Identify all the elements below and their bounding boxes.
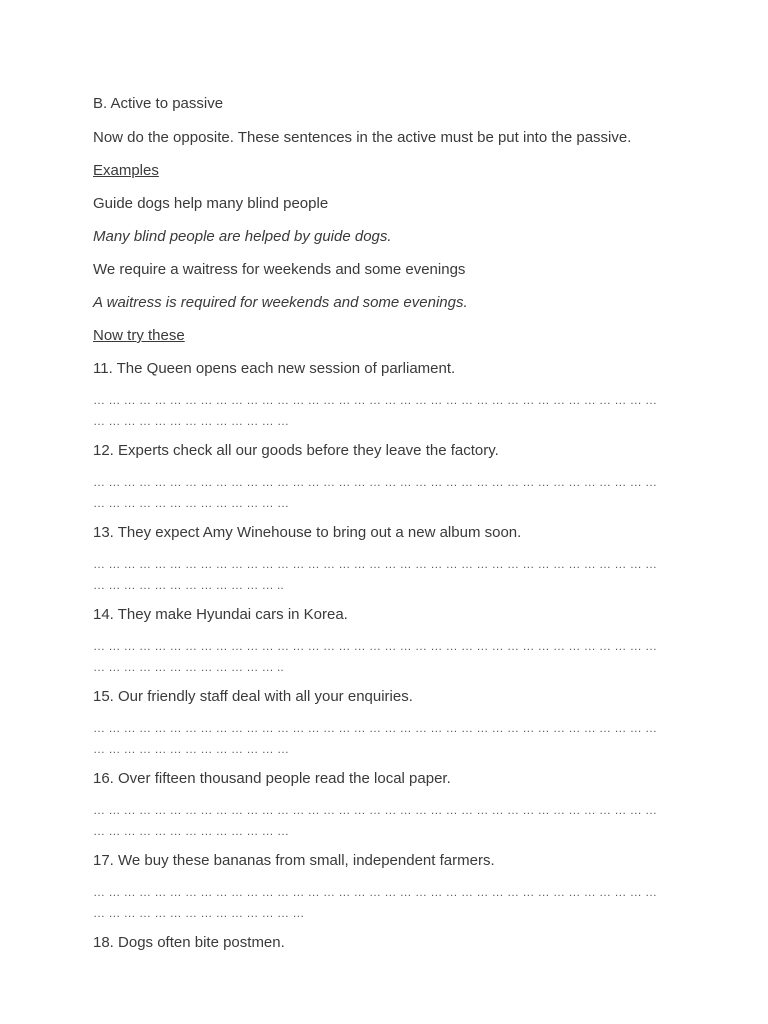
- section-heading: B. Active to passive: [93, 95, 224, 112]
- answer-line-13: … … … … … … … … … … … … … … … … … … … … … … … … … … … … … … … … … … … … … … … … … … … … … … … … … ..: [93, 557, 658, 592]
- worksheet-page: [93, 93, 673, 952]
- answer-line-14: … … … … … … … … … … … … … … … … … … … … … … … … … … … … … … … … … … … … … … … … … … … … … … … … … ..: [93, 639, 658, 674]
- exercise-11: 11. The Queen opens each new session of parliament.: [93, 360, 456, 377]
- exercise-17: 17. We buy these bananas from small, independent farmers.: [93, 852, 495, 869]
- exercise-12: 12. Experts check all our goods before they leave the factory.: [93, 442, 499, 459]
- example-2-passive: A waitress is required for weekends and some evenings.: [93, 294, 468, 311]
- exercise-13: 13. They expect Amy Winehouse to bring out a new album soon.: [93, 524, 522, 541]
- examples-heading: Examples: [93, 162, 159, 179]
- answer-line-11: … … … … … … … … … … … … … … … … … … … … … … … … … … … … … … … … … … … … … … … … … … … … … … … … … …: [93, 393, 658, 428]
- exercise-16: 16. Over fifteen thousand people read the local paper.: [93, 770, 451, 787]
- answer-line-16: … … … … … … … … … … … … … … … … … … … … … … … … … … … … … … … … … … … … … … … … … … … … … … … … … …: [93, 803, 658, 838]
- exercise-14: 14. They make Hyundai cars in Korea.: [93, 606, 348, 623]
- answer-line-15: … … … … … … … … … … … … … … … … … … … … … … … … … … … … … … … … … … … … … … … … … … … … … … … … … …: [93, 721, 658, 756]
- instruction-text: Now do the opposite. These sentences in the active must be put into the passive.: [93, 129, 632, 146]
- exercise-15: 15. Our friendly staff deal with all your enquiries.: [93, 688, 413, 705]
- try-heading: Now try these: [93, 327, 185, 344]
- exercise-18: 18. Dogs often bite postmen.: [93, 934, 285, 951]
- example-1-active: Guide dogs help many blind people: [93, 195, 329, 212]
- answer-line-17: … … … … … … … … … … … … … … … … … … … … … … … … … … … … … … … … … … … … … … … … … … … … … … … … … … …: [93, 885, 658, 920]
- example-2-active: We require a waitress for weekends and some evenings: [93, 261, 466, 278]
- answer-line-12: … … … … … … … … … … … … … … … … … … … … … … … … … … … … … … … … … … … … … … … … … … … … … … … … … …: [93, 475, 658, 510]
- example-1-passive: Many blind people are helped by guide dogs.: [93, 228, 392, 245]
